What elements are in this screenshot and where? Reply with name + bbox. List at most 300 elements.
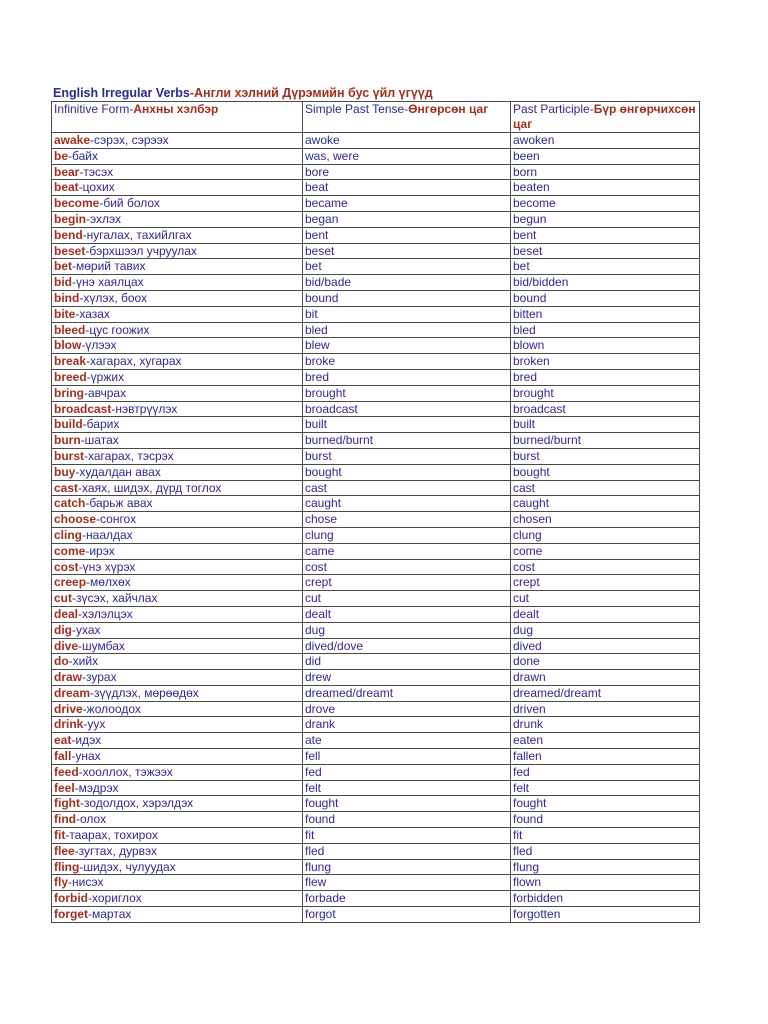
- cell-infinitive: [52, 338, 303, 354]
- table-row: [52, 527, 700, 543]
- verb-english: cast: [54, 480, 79, 495]
- cell-infinitive: [52, 575, 303, 591]
- verb-mongolian: -хэлэлцэх: [78, 606, 133, 621]
- title-mongolian: -Англи хэлний Дүрэмийн бус үйл үгүүд: [189, 86, 433, 100]
- table-row: [52, 275, 700, 291]
- cell-simple-past: ate: [303, 733, 511, 749]
- table-row: [52, 290, 700, 306]
- verb-mongolian: -хооллох, тэжээх: [78, 764, 173, 779]
- cell-past-participle: bent: [511, 227, 700, 243]
- verb-mongolian: -үржих: [86, 369, 125, 384]
- verb-english: do: [54, 654, 69, 669]
- cell-simple-past: bred: [303, 369, 511, 385]
- table-row: [52, 733, 700, 749]
- cell-past-participle: built: [511, 417, 700, 433]
- header-past-participle: Past Participle-Бүр өнгөрчихсөн цаг: [511, 102, 700, 133]
- cell-past-participle: broadcast: [511, 401, 700, 417]
- table-row: [52, 259, 700, 275]
- table-row: [52, 369, 700, 385]
- cell-simple-past: cost: [303, 559, 511, 575]
- cell-simple-past: bought: [303, 464, 511, 480]
- table-row: [52, 164, 700, 180]
- verb-mongolian: -цохих: [78, 180, 115, 195]
- table-row: [52, 701, 700, 717]
- cell-past-participle: broken: [511, 354, 700, 370]
- table-row: [52, 907, 700, 923]
- cell-simple-past: drove: [303, 701, 511, 717]
- table-row: [52, 591, 700, 607]
- verb-mongolian: -барих: [82, 417, 120, 432]
- verb-english: broadcast: [54, 401, 112, 416]
- verb-mongolian: -мөлхөх: [86, 575, 131, 590]
- cell-simple-past: found: [303, 812, 511, 828]
- table-row: [52, 354, 700, 370]
- cell-simple-past: bet: [303, 259, 511, 275]
- cell-infinitive: [52, 527, 303, 543]
- verb-mongolian: -таарах, тохирох: [65, 828, 158, 843]
- cell-simple-past: did: [303, 654, 511, 670]
- cell-past-participle: bound: [511, 290, 700, 306]
- cell-simple-past: fell: [303, 749, 511, 765]
- cell-infinitive: [52, 275, 303, 291]
- table-row: [52, 480, 700, 496]
- verb-english: begin: [54, 211, 86, 226]
- cell-infinitive: [52, 464, 303, 480]
- verb-english: drink: [54, 717, 84, 732]
- cell-simple-past: dived/dove: [303, 638, 511, 654]
- cell-infinitive: [52, 859, 303, 875]
- cell-past-participle: bred: [511, 369, 700, 385]
- verb-mongolian: -тэсэх: [79, 164, 114, 179]
- cell-past-participle: cost: [511, 559, 700, 575]
- cell-simple-past: fed: [303, 764, 511, 780]
- verb-mongolian: -хийх: [68, 654, 99, 669]
- verb-mongolian: -хагарах, хугарах: [86, 354, 182, 369]
- cell-infinitive: [52, 828, 303, 844]
- cell-infinitive: [52, 606, 303, 622]
- cell-past-participle: dealt: [511, 606, 700, 622]
- cell-past-participle: been: [511, 148, 700, 164]
- cell-past-participle: fought: [511, 796, 700, 812]
- cell-past-participle: burst: [511, 448, 700, 464]
- cell-simple-past: awoke: [303, 133, 511, 149]
- cell-simple-past: flew: [303, 875, 511, 891]
- table-row: [52, 180, 700, 196]
- table-row: [52, 306, 700, 322]
- cell-past-participle: drunk: [511, 717, 700, 733]
- verb-english: bite: [54, 306, 76, 321]
- cell-past-participle: fed: [511, 764, 700, 780]
- verb-mongolian: -эхлэх: [86, 211, 121, 226]
- verb-english: fly: [54, 875, 69, 890]
- cell-simple-past: beset: [303, 243, 511, 259]
- cell-infinitive: [52, 354, 303, 370]
- cell-past-participle: fit: [511, 828, 700, 844]
- cell-infinitive: [52, 670, 303, 686]
- cell-infinitive: [52, 591, 303, 607]
- cell-past-participle: drawn: [511, 670, 700, 686]
- cell-simple-past: flung: [303, 859, 511, 875]
- table-row: [52, 338, 700, 354]
- verb-mongolian: -зүүдлэх, мөрөөдөх: [90, 685, 199, 700]
- cell-past-participle: bitten: [511, 306, 700, 322]
- verb-english: beset: [54, 243, 86, 258]
- cell-simple-past: dreamed/dreamt: [303, 685, 511, 701]
- verb-english: bid: [54, 275, 72, 290]
- table-row: [52, 891, 700, 907]
- verb-english: cut: [54, 591, 72, 606]
- page-title: [53, 86, 433, 100]
- verb-english: break: [54, 354, 87, 369]
- table-row: [52, 385, 700, 401]
- cell-past-participle: caught: [511, 496, 700, 512]
- cell-past-participle: become: [511, 196, 700, 212]
- cell-infinitive: [52, 654, 303, 670]
- verb-english: awake: [54, 133, 91, 147]
- cell-past-participle: burned/burnt: [511, 433, 700, 449]
- verb-mongolian: -авчрах: [84, 385, 127, 400]
- table-row: [52, 859, 700, 875]
- cell-infinitive: [52, 180, 303, 196]
- cell-infinitive: [52, 164, 303, 180]
- cell-infinitive: [52, 812, 303, 828]
- cell-past-participle: felt: [511, 780, 700, 796]
- table-row: [52, 496, 700, 512]
- cell-simple-past: drew: [303, 670, 511, 686]
- cell-past-participle: cut: [511, 591, 700, 607]
- cell-simple-past: began: [303, 211, 511, 227]
- table-row: [52, 685, 700, 701]
- cell-simple-past: bore: [303, 164, 511, 180]
- verb-mongolian: -наалдах: [82, 527, 133, 542]
- table-row: [52, 606, 700, 622]
- table-row: [52, 638, 700, 654]
- verb-mongolian: -сонгох: [96, 512, 137, 527]
- cell-infinitive: [52, 796, 303, 812]
- cell-simple-past: bent: [303, 227, 511, 243]
- table-row: [52, 227, 700, 243]
- verb-english: breed: [54, 369, 87, 384]
- table-row: [52, 875, 700, 891]
- verb-mongolian: -хүлэх, боох: [79, 290, 148, 305]
- verb-english: choose: [54, 512, 97, 527]
- cell-simple-past: clung: [303, 527, 511, 543]
- cell-simple-past: came: [303, 543, 511, 559]
- cell-simple-past: felt: [303, 780, 511, 796]
- verb-english: forget: [54, 907, 88, 922]
- table-row: [52, 559, 700, 575]
- verb-mongolian: -зугтах, дурвэх: [74, 843, 158, 858]
- verb-mongolian: -шумбах: [78, 638, 125, 653]
- cell-infinitive: [52, 496, 303, 512]
- cell-simple-past: chose: [303, 512, 511, 528]
- verb-mongolian: -бий болох: [99, 196, 160, 211]
- verb-mongolian: -худалдан авах: [75, 464, 161, 479]
- cell-past-participle: born: [511, 164, 700, 180]
- cell-simple-past: fit: [303, 828, 511, 844]
- verb-mongolian: -сэрэх, сэрээх: [90, 133, 169, 147]
- cell-past-participle: clung: [511, 527, 700, 543]
- cell-past-participle: beaten: [511, 180, 700, 196]
- table-row: [52, 780, 700, 796]
- cell-simple-past: drank: [303, 717, 511, 733]
- table-row: [52, 828, 700, 844]
- table-row: [52, 543, 700, 559]
- verb-english: bring: [54, 385, 84, 400]
- cell-past-participle: forbidden: [511, 891, 700, 907]
- verb-english: burn: [54, 433, 81, 448]
- cell-simple-past: crept: [303, 575, 511, 591]
- cell-simple-past: fled: [303, 843, 511, 859]
- cell-simple-past: was, were: [303, 148, 511, 164]
- table-row: [52, 148, 700, 164]
- verb-english: bet: [54, 259, 72, 274]
- cell-simple-past: burst: [303, 448, 511, 464]
- verb-mongolian: -хаях, шидэх, дүрд тоглох: [78, 480, 222, 495]
- verb-english: dive: [54, 638, 79, 653]
- cell-infinitive: [52, 290, 303, 306]
- cell-infinitive: [52, 401, 303, 417]
- cell-simple-past: brought: [303, 385, 511, 401]
- verb-mongolian: -жолоодох: [82, 701, 141, 716]
- table-header-row: [52, 102, 700, 133]
- header-simple-past: Simple Past Tense-Өнгөрсөн цаг: [303, 102, 511, 133]
- cell-simple-past: bled: [303, 322, 511, 338]
- cell-simple-past: built: [303, 417, 511, 433]
- cell-simple-past: burned/burnt: [303, 433, 511, 449]
- cell-simple-past: dug: [303, 622, 511, 638]
- table-row: [52, 654, 700, 670]
- cell-infinitive: [52, 306, 303, 322]
- table-row: [52, 433, 700, 449]
- table-row: [52, 670, 700, 686]
- cell-infinitive: [52, 717, 303, 733]
- verb-english: blow: [54, 338, 82, 353]
- cell-infinitive: [52, 843, 303, 859]
- cell-past-participle: done: [511, 654, 700, 670]
- verb-english: bend: [54, 227, 83, 242]
- verb-mongolian: -ухах: [72, 622, 101, 637]
- table-row: [52, 512, 700, 528]
- cell-past-participle: dived: [511, 638, 700, 654]
- verb-english: dig: [54, 622, 72, 637]
- cell-simple-past: dealt: [303, 606, 511, 622]
- cell-simple-past: blew: [303, 338, 511, 354]
- verb-english: bind: [54, 290, 80, 305]
- verb-english: bleed: [54, 322, 86, 337]
- table-row: [52, 796, 700, 812]
- table-row: [52, 401, 700, 417]
- verb-english: become: [54, 196, 100, 211]
- verb-english: find: [54, 812, 76, 827]
- cell-infinitive: [52, 685, 303, 701]
- verb-mongolian: -хориглох: [88, 891, 142, 906]
- table-row: [52, 812, 700, 828]
- verb-mongolian: -олох: [76, 812, 107, 827]
- cell-past-participle: bled: [511, 322, 700, 338]
- cell-simple-past: broadcast: [303, 401, 511, 417]
- cell-past-participle: awoken: [511, 133, 700, 149]
- cell-past-participle: come: [511, 543, 700, 559]
- verb-mongolian: -зодолдох, хэрэлдэх: [80, 796, 194, 811]
- cell-past-participle: flown: [511, 875, 700, 891]
- header-infinitive: Infinitive Form-Анхны хэлбэр: [52, 102, 303, 133]
- table-row: [52, 843, 700, 859]
- cell-past-participle: dug: [511, 622, 700, 638]
- cell-past-participle: chosen: [511, 512, 700, 528]
- cell-simple-past: cast: [303, 480, 511, 496]
- cell-simple-past: became: [303, 196, 511, 212]
- cell-simple-past: forgot: [303, 907, 511, 923]
- verb-mongolian: -уух: [83, 717, 106, 732]
- verb-mongolian: -мөрий тавих: [72, 259, 146, 274]
- verb-mongolian: -зурах: [82, 670, 117, 685]
- verb-english: eat: [54, 733, 72, 748]
- verb-english: cost: [54, 559, 79, 574]
- table-row: [52, 322, 700, 338]
- cell-infinitive: [52, 638, 303, 654]
- verb-english: catch: [54, 496, 86, 511]
- cell-past-participle: cast: [511, 480, 700, 496]
- verb-english: creep: [54, 575, 87, 590]
- cell-past-participle: fallen: [511, 749, 700, 765]
- verb-mongolian: -шидэх, чулуудах: [79, 859, 176, 874]
- cell-simple-past: bound: [303, 290, 511, 306]
- verb-mongolian: -үнэ хүрэх: [78, 559, 136, 574]
- cell-infinitive: [52, 907, 303, 923]
- cell-past-participle: brought: [511, 385, 700, 401]
- cell-infinitive: [52, 243, 303, 259]
- verb-mongolian: -мартах: [88, 907, 132, 922]
- cell-infinitive: [52, 733, 303, 749]
- cell-past-participle: bought: [511, 464, 700, 480]
- cell-infinitive: [52, 559, 303, 575]
- verb-english: buy: [54, 464, 76, 479]
- cell-past-participle: forgotten: [511, 907, 700, 923]
- verb-english: bear: [54, 164, 80, 179]
- cell-infinitive: [52, 701, 303, 717]
- cell-past-participle: dreamed/dreamt: [511, 685, 700, 701]
- verb-mongolian: -үлээх: [81, 338, 117, 353]
- cell-infinitive: [52, 417, 303, 433]
- table-row: [52, 717, 700, 733]
- verb-mongolian: -зүсэх, хайчлах: [72, 591, 158, 606]
- verb-english: forbid: [54, 891, 88, 906]
- verb-mongolian: -хагарах, тэсрэх: [84, 448, 174, 463]
- table-row: [52, 464, 700, 480]
- cell-infinitive: [52, 480, 303, 496]
- verb-english: deal: [54, 606, 79, 621]
- verb-english: draw: [54, 670, 83, 685]
- cell-past-participle: flung: [511, 859, 700, 875]
- verb-english: burst: [54, 448, 84, 463]
- cell-simple-past: caught: [303, 496, 511, 512]
- cell-infinitive: [52, 369, 303, 385]
- cell-simple-past: bid/bade: [303, 275, 511, 291]
- verb-english: fight: [54, 796, 80, 811]
- table-row: [52, 243, 700, 259]
- cell-simple-past: beat: [303, 180, 511, 196]
- cell-simple-past: forbade: [303, 891, 511, 907]
- cell-past-participle: fled: [511, 843, 700, 859]
- verb-english: dream: [54, 685, 91, 700]
- cell-past-participle: blown: [511, 338, 700, 354]
- verb-mongolian: -нисэх: [68, 875, 104, 890]
- verb-english: feel: [54, 780, 75, 795]
- verb-mongolian: -бэрхшээл учруулах: [85, 243, 197, 258]
- cell-infinitive: [52, 622, 303, 638]
- cell-infinitive: [52, 196, 303, 212]
- verb-english: drive: [54, 701, 83, 716]
- verb-english: flee: [54, 843, 75, 858]
- cell-infinitive: [52, 512, 303, 528]
- table-row: [52, 417, 700, 433]
- verb-english: be: [54, 148, 69, 163]
- verb-english: fling: [54, 859, 80, 874]
- verb-mongolian: -хазах: [75, 306, 110, 321]
- verb-english: cling: [54, 527, 83, 542]
- table-row: [52, 622, 700, 638]
- cell-infinitive: [52, 148, 303, 164]
- table-row: [52, 211, 700, 227]
- cell-past-participle: beset: [511, 243, 700, 259]
- cell-past-participle: crept: [511, 575, 700, 591]
- cell-infinitive: [52, 543, 303, 559]
- cell-past-participle: begun: [511, 211, 700, 227]
- table-row: [52, 575, 700, 591]
- cell-past-participle: found: [511, 812, 700, 828]
- verb-mongolian: -үнэ хаялцах: [72, 275, 144, 290]
- verb-mongolian: -байх: [68, 148, 98, 163]
- cell-infinitive: [52, 211, 303, 227]
- cell-infinitive: [52, 385, 303, 401]
- table-row: [52, 448, 700, 464]
- verb-english: beat: [54, 180, 79, 195]
- verb-english: come: [54, 543, 86, 558]
- cell-simple-past: cut: [303, 591, 511, 607]
- verb-mongolian: -идэх: [71, 733, 102, 748]
- cell-infinitive: [52, 433, 303, 449]
- title-english: English Irregular Verbs: [53, 86, 190, 100]
- cell-infinitive: [52, 891, 303, 907]
- verb-english: build: [54, 417, 83, 432]
- verb-mongolian: -нэвтрүүлэх: [111, 401, 178, 416]
- irregular-verbs-table: [51, 101, 700, 923]
- cell-infinitive: [52, 227, 303, 243]
- cell-simple-past: fought: [303, 796, 511, 812]
- cell-past-participle: bid/bidden: [511, 275, 700, 291]
- verb-english: feed: [54, 764, 79, 779]
- verb-mongolian: -унах: [71, 749, 101, 764]
- verb-mongolian: -ирэх: [85, 543, 115, 558]
- cell-infinitive: [52, 749, 303, 765]
- cell-infinitive: [52, 875, 303, 891]
- table-row: [52, 749, 700, 765]
- cell-infinitive: [52, 133, 303, 149]
- cell-infinitive: [52, 448, 303, 464]
- cell-past-participle: bet: [511, 259, 700, 275]
- table-row: [52, 764, 700, 780]
- verb-mongolian: -мэдрэх: [74, 780, 119, 795]
- table-row: [52, 196, 700, 212]
- verb-mongolian: -нугалах, тахийлгах: [82, 227, 192, 242]
- cell-infinitive: [52, 780, 303, 796]
- cell-infinitive: [52, 322, 303, 338]
- cell-simple-past: bit: [303, 306, 511, 322]
- verb-mongolian: -шатах: [80, 433, 119, 448]
- cell-simple-past: broke: [303, 354, 511, 370]
- verb-english: fit: [54, 828, 66, 843]
